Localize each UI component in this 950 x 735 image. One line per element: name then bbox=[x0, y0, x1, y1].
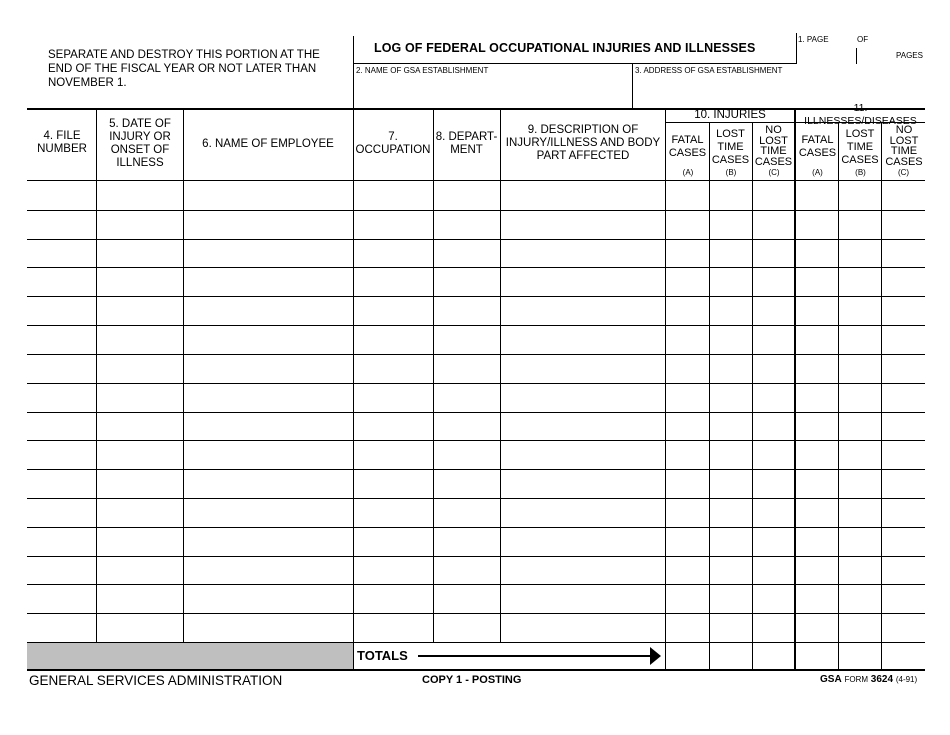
injuries-fatal-header: FATAL CASES bbox=[668, 134, 707, 159]
row-divider bbox=[27, 556, 925, 557]
injury-lost-time-cell[interactable] bbox=[710, 528, 751, 555]
injury-no-lost-time-cell[interactable] bbox=[753, 557, 793, 584]
file-number-cell[interactable] bbox=[28, 384, 95, 411]
illness-lost-time-cell[interactable] bbox=[839, 557, 880, 584]
illness-fatal-cell[interactable] bbox=[795, 326, 837, 353]
description-cell[interactable] bbox=[501, 470, 664, 497]
illness-fatal-cell[interactable] bbox=[795, 499, 837, 526]
injury-fatal-cell[interactable] bbox=[666, 182, 708, 209]
injury-fatal-cell[interactable] bbox=[666, 297, 708, 324]
illnesses-no-lost-time-header: NO LOST TIME CASES bbox=[885, 124, 923, 168]
injury-no-lost-time-cell[interactable] bbox=[753, 441, 793, 468]
date-of-injury-cell[interactable] bbox=[97, 441, 182, 468]
file-number-cell[interactable] bbox=[28, 528, 95, 555]
injury-lost-time-cell[interactable] bbox=[710, 268, 751, 295]
injury-lost-time-cell[interactable] bbox=[710, 470, 751, 497]
form-title: LOG OF FEDERAL OCCUPATIONAL INJURIES AND ILLNESSES bbox=[374, 41, 756, 55]
injury-lost-time-cell[interactable] bbox=[710, 499, 751, 526]
date-of-injury-cell[interactable] bbox=[97, 384, 182, 411]
injury-fatal-cell[interactable] bbox=[666, 384, 708, 411]
form-word: FORM bbox=[844, 675, 869, 684]
illness-fatal-cell[interactable] bbox=[795, 268, 837, 295]
injury-lost-time-cell[interactable] bbox=[710, 297, 751, 324]
occupation-cell[interactable] bbox=[354, 441, 432, 468]
group-header-injuries: 10. INJURIES bbox=[694, 108, 766, 121]
file-number-cell[interactable] bbox=[28, 557, 95, 584]
department-cell[interactable] bbox=[434, 470, 499, 497]
injury-no-lost-time-cell[interactable] bbox=[753, 355, 793, 382]
illness-lost-time-cell[interactable] bbox=[839, 470, 880, 497]
date-of-injury-cell[interactable] bbox=[97, 470, 182, 497]
department-cell[interactable] bbox=[434, 614, 499, 641]
occupation-cell[interactable] bbox=[354, 413, 432, 440]
illness-fatal-cell[interactable] bbox=[795, 240, 837, 267]
col-header-description: 9. DESCRIPTION OF INJURY/ILLNESS AND BODY PART AFFECTED bbox=[505, 123, 661, 162]
illness-no-lost-time-cell[interactable] bbox=[882, 441, 924, 468]
illness-fatal-cell[interactable] bbox=[795, 528, 837, 555]
illness-no-lost-time-cell[interactable] bbox=[882, 470, 924, 497]
illnesses-letter-a: (A) bbox=[812, 168, 823, 177]
injury-no-lost-time-cell[interactable] bbox=[753, 297, 793, 324]
illness-no-lost-time-cell[interactable] bbox=[882, 528, 924, 555]
row-divider bbox=[27, 527, 925, 528]
totals-arrow-icon bbox=[650, 647, 661, 665]
employee-name-cell[interactable] bbox=[184, 182, 352, 209]
injuries-lost-time-header: LOST TIME CASES bbox=[711, 127, 750, 166]
illness-no-lost-time-cell[interactable] bbox=[882, 499, 924, 526]
injury-no-lost-time-cell[interactable] bbox=[753, 211, 793, 238]
agency-name: GENERAL SERVICES ADMINISTRATION bbox=[29, 673, 283, 688]
employee-name-cell[interactable] bbox=[184, 528, 352, 555]
date-of-injury-cell[interactable] bbox=[97, 326, 182, 353]
department-cell[interactable] bbox=[434, 268, 499, 295]
occupation-cell[interactable] bbox=[354, 297, 432, 324]
illness-lost-time-cell[interactable] bbox=[839, 384, 880, 411]
illness-fatal-cell[interactable] bbox=[795, 211, 837, 238]
injury-lost-time-cell[interactable] bbox=[710, 441, 751, 468]
illnesses-letter-b: (B) bbox=[855, 168, 866, 177]
description-cell[interactable] bbox=[501, 268, 664, 295]
row-divider bbox=[27, 354, 925, 355]
department-cell[interactable] bbox=[434, 557, 499, 584]
totals-injury-no-lost-time-cell[interactable] bbox=[753, 644, 793, 668]
illness-no-lost-time-cell[interactable] bbox=[882, 413, 924, 440]
occupation-cell[interactable] bbox=[354, 240, 432, 267]
injury-fatal-cell[interactable] bbox=[666, 355, 708, 382]
description-cell[interactable] bbox=[501, 441, 664, 468]
injury-fatal-cell[interactable] bbox=[666, 499, 708, 526]
group-header-illnesses: 11. ILLNESSES/DISEASES bbox=[804, 102, 917, 127]
injuries-letter-b: (B) bbox=[725, 168, 737, 177]
employee-name-cell[interactable] bbox=[184, 384, 352, 411]
employee-name-cell[interactable] bbox=[184, 557, 352, 584]
injury-fatal-cell[interactable] bbox=[666, 326, 708, 353]
file-number-cell[interactable] bbox=[28, 499, 95, 526]
of-label: OF bbox=[857, 35, 869, 44]
employee-name-cell[interactable] bbox=[184, 240, 352, 267]
injury-lost-time-cell[interactable] bbox=[710, 240, 751, 267]
occupation-cell[interactable] bbox=[354, 182, 432, 209]
row-divider bbox=[27, 440, 925, 441]
description-cell[interactable] bbox=[501, 499, 664, 526]
establishment-name-label: 2. NAME OF GSA ESTABLISHMENT bbox=[356, 66, 489, 75]
date-of-injury-cell[interactable] bbox=[97, 585, 182, 612]
occupation-cell[interactable] bbox=[354, 355, 432, 382]
illness-no-lost-time-cell[interactable] bbox=[882, 326, 924, 353]
illnesses-lost-time-header: LOST TIME CASES bbox=[841, 127, 879, 166]
title-underline bbox=[353, 63, 797, 64]
row-divider bbox=[27, 498, 925, 499]
file-number-cell[interactable] bbox=[28, 585, 95, 612]
date-of-injury-cell[interactable] bbox=[97, 268, 182, 295]
injury-no-lost-time-cell[interactable] bbox=[753, 240, 793, 267]
employee-name-cell[interactable] bbox=[184, 499, 352, 526]
injury-fatal-cell[interactable] bbox=[666, 413, 708, 440]
injury-fatal-cell[interactable] bbox=[666, 585, 708, 612]
illness-no-lost-time-cell[interactable] bbox=[882, 557, 924, 584]
illness-no-lost-time-cell[interactable] bbox=[882, 297, 924, 324]
row-divider bbox=[27, 383, 925, 384]
row-divider bbox=[27, 210, 925, 211]
illness-fatal-cell[interactable] bbox=[795, 182, 837, 209]
occupation-cell[interactable] bbox=[354, 557, 432, 584]
illness-fatal-cell[interactable] bbox=[795, 297, 837, 324]
illness-lost-time-cell[interactable] bbox=[839, 441, 880, 468]
injuries-letter-a: (A) bbox=[682, 168, 694, 177]
pages-label: PAGES bbox=[896, 51, 923, 60]
file-number-cell[interactable] bbox=[28, 355, 95, 382]
injury-no-lost-time-cell[interactable] bbox=[753, 499, 793, 526]
illness-fatal-cell[interactable] bbox=[795, 441, 837, 468]
illness-no-lost-time-cell[interactable] bbox=[882, 384, 924, 411]
illness-lost-time-cell[interactable] bbox=[839, 355, 880, 382]
department-cell[interactable] bbox=[434, 182, 499, 209]
injury-no-lost-time-cell[interactable] bbox=[753, 182, 793, 209]
employee-name-cell[interactable] bbox=[184, 585, 352, 612]
illness-no-lost-time-cell[interactable] bbox=[882, 614, 924, 641]
file-number-cell[interactable] bbox=[28, 268, 95, 295]
employee-name-cell[interactable] bbox=[184, 413, 352, 440]
illness-fatal-cell[interactable] bbox=[795, 384, 837, 411]
occupation-cell[interactable] bbox=[354, 268, 432, 295]
row-divider bbox=[27, 469, 925, 470]
date-of-injury-cell[interactable] bbox=[97, 499, 182, 526]
row-divider bbox=[27, 325, 925, 326]
file-number-cell[interactable] bbox=[28, 326, 95, 353]
file-number-cell[interactable] bbox=[28, 470, 95, 497]
illness-no-lost-time-cell[interactable] bbox=[882, 268, 924, 295]
row-divider bbox=[27, 267, 925, 268]
totals-shaded-area bbox=[27, 643, 353, 669]
occupation-cell[interactable] bbox=[354, 326, 432, 353]
illness-no-lost-time-cell[interactable] bbox=[882, 585, 924, 612]
illness-lost-time-cell[interactable] bbox=[839, 585, 880, 612]
form-number: 3624 bbox=[870, 674, 894, 685]
file-number-cell[interactable] bbox=[28, 441, 95, 468]
establishment-divider bbox=[632, 63, 633, 109]
description-cell[interactable] bbox=[501, 413, 664, 440]
illness-lost-time-cell[interactable] bbox=[839, 268, 880, 295]
injury-lost-time-cell[interactable] bbox=[710, 211, 751, 238]
form-designation bbox=[820, 674, 917, 685]
copy-label: COPY 1 - POSTING bbox=[422, 674, 522, 686]
occupation-cell[interactable] bbox=[354, 499, 432, 526]
totals-illness-no-lost-time-cell[interactable] bbox=[882, 644, 924, 668]
totals-illness-lost-time-cell[interactable] bbox=[839, 644, 880, 668]
date-of-injury-cell[interactable] bbox=[97, 355, 182, 382]
illness-lost-time-cell[interactable] bbox=[839, 528, 880, 555]
form-prefix: GSA bbox=[820, 674, 842, 685]
row-divider bbox=[27, 584, 925, 585]
injury-lost-time-cell[interactable] bbox=[710, 384, 751, 411]
department-cell[interactable] bbox=[434, 528, 499, 555]
date-of-injury-cell[interactable] bbox=[97, 211, 182, 238]
description-cell[interactable] bbox=[501, 528, 664, 555]
illnesses-fatal-header: FATAL CASES bbox=[798, 134, 837, 159]
injury-fatal-cell[interactable] bbox=[666, 268, 708, 295]
occupation-cell[interactable] bbox=[354, 528, 432, 555]
injury-fatal-cell[interactable] bbox=[666, 470, 708, 497]
illness-lost-time-cell[interactable] bbox=[839, 499, 880, 526]
illness-fatal-cell[interactable] bbox=[795, 557, 837, 584]
department-cell[interactable] bbox=[434, 499, 499, 526]
illnesses-letter-c: (C) bbox=[897, 168, 910, 177]
department-cell[interactable] bbox=[434, 441, 499, 468]
page-box-divider bbox=[796, 33, 797, 64]
col-header-employee-name: 6. NAME OF EMPLOYEE bbox=[202, 137, 334, 150]
injury-no-lost-time-cell[interactable] bbox=[753, 268, 793, 295]
description-cell[interactable] bbox=[501, 355, 664, 382]
establishment-address-label: 3. ADDRESS OF GSA ESTABLISHMENT bbox=[635, 66, 783, 75]
row-divider bbox=[27, 296, 925, 297]
injury-fatal-cell[interactable] bbox=[666, 240, 708, 267]
injuries-letter-c: (C) bbox=[768, 168, 780, 177]
retention-notice: SEPARATE AND DESTROY THIS PORTION AT THE END OF THE FISCAL YEAR OR NOT LATER THAN NOVEMBER 1. bbox=[48, 49, 320, 89]
injury-no-lost-time-cell[interactable] bbox=[753, 614, 793, 641]
employee-name-cell[interactable] bbox=[184, 614, 352, 641]
illness-fatal-cell[interactable] bbox=[795, 413, 837, 440]
injury-fatal-cell[interactable] bbox=[666, 211, 708, 238]
file-number-cell[interactable] bbox=[28, 211, 95, 238]
department-cell[interactable] bbox=[434, 297, 499, 324]
row-divider bbox=[27, 613, 925, 614]
injury-lost-time-cell[interactable] bbox=[710, 585, 751, 612]
illness-fatal-cell[interactable] bbox=[795, 585, 837, 612]
description-cell[interactable] bbox=[501, 297, 664, 324]
description-cell[interactable] bbox=[501, 326, 664, 353]
illness-lost-time-cell[interactable] bbox=[839, 211, 880, 238]
department-cell[interactable] bbox=[434, 585, 499, 612]
col-header-date-of-injury: 5. DATE OF INJURY OR ONSET OF ILLNESS bbox=[109, 118, 171, 169]
date-of-injury-cell[interactable] bbox=[97, 557, 182, 584]
date-of-injury-cell[interactable] bbox=[97, 182, 182, 209]
file-number-cell[interactable] bbox=[28, 614, 95, 641]
department-cell[interactable] bbox=[434, 211, 499, 238]
form-date: (4-91) bbox=[895, 675, 918, 684]
totals-illness-fatal-cell[interactable] bbox=[795, 644, 837, 668]
file-number-cell[interactable] bbox=[28, 297, 95, 324]
total-pages-field[interactable] bbox=[860, 46, 896, 62]
injury-no-lost-time-cell[interactable] bbox=[753, 326, 793, 353]
totals-label: TOTALS bbox=[357, 648, 408, 663]
injury-fatal-cell[interactable] bbox=[666, 557, 708, 584]
date-of-injury-cell[interactable] bbox=[97, 297, 182, 324]
page-of-divider bbox=[856, 48, 857, 64]
col-header-occupation: 7. OCCUPATION bbox=[355, 131, 431, 156]
department-cell[interactable] bbox=[434, 355, 499, 382]
description-cell[interactable] bbox=[501, 614, 664, 641]
injury-no-lost-time-cell[interactable] bbox=[753, 470, 793, 497]
illness-no-lost-time-cell[interactable] bbox=[882, 355, 924, 382]
injury-lost-time-cell[interactable] bbox=[710, 326, 751, 353]
illness-lost-time-cell[interactable] bbox=[839, 297, 880, 324]
illness-fatal-cell[interactable] bbox=[795, 614, 837, 641]
department-cell[interactable] bbox=[434, 413, 499, 440]
totals-injury-fatal-cell[interactable] bbox=[666, 644, 708, 668]
illness-lost-time-cell[interactable] bbox=[839, 240, 880, 267]
file-number-cell[interactable] bbox=[28, 182, 95, 209]
description-cell[interactable] bbox=[501, 585, 664, 612]
illness-lost-time-cell[interactable] bbox=[839, 614, 880, 641]
illness-lost-time-cell[interactable] bbox=[839, 182, 880, 209]
illness-no-lost-time-cell[interactable] bbox=[882, 240, 924, 267]
row-divider bbox=[27, 239, 925, 240]
occupation-cell[interactable] bbox=[354, 384, 432, 411]
occupation-cell[interactable] bbox=[354, 585, 432, 612]
employee-name-cell[interactable] bbox=[184, 441, 352, 468]
employee-name-cell[interactable] bbox=[184, 355, 352, 382]
file-number-cell[interactable] bbox=[28, 240, 95, 267]
injury-fatal-cell[interactable] bbox=[666, 528, 708, 555]
description-cell[interactable] bbox=[501, 211, 664, 238]
date-of-injury-cell[interactable] bbox=[97, 413, 182, 440]
establishment-name-field[interactable] bbox=[355, 76, 631, 106]
department-cell[interactable] bbox=[434, 240, 499, 267]
date-of-injury-cell[interactable] bbox=[97, 528, 182, 555]
injury-no-lost-time-cell[interactable] bbox=[753, 585, 793, 612]
page-number-field[interactable] bbox=[800, 46, 850, 62]
illness-no-lost-time-cell[interactable] bbox=[882, 182, 924, 209]
injury-lost-time-cell[interactable] bbox=[710, 614, 751, 641]
description-cell[interactable] bbox=[501, 557, 664, 584]
illness-fatal-cell[interactable] bbox=[795, 355, 837, 382]
description-cell[interactable] bbox=[501, 384, 664, 411]
department-cell[interactable] bbox=[434, 384, 499, 411]
employee-name-cell[interactable] bbox=[184, 470, 352, 497]
employee-name-cell[interactable] bbox=[184, 268, 352, 295]
occupation-cell[interactable] bbox=[354, 211, 432, 238]
illness-fatal-cell[interactable] bbox=[795, 470, 837, 497]
employee-name-cell[interactable] bbox=[184, 211, 352, 238]
file-number-cell[interactable] bbox=[28, 413, 95, 440]
totals-injury-lost-time-cell[interactable] bbox=[710, 644, 751, 668]
injury-lost-time-cell[interactable] bbox=[710, 355, 751, 382]
header-divider-left bbox=[353, 36, 354, 109]
totals-arrow-line bbox=[418, 655, 654, 657]
col-header-department: 8. DEPART- MENT bbox=[435, 131, 498, 156]
employee-name-cell[interactable] bbox=[184, 297, 352, 324]
injury-fatal-cell[interactable] bbox=[666, 614, 708, 641]
description-cell[interactable] bbox=[501, 182, 664, 209]
date-of-injury-cell[interactable] bbox=[97, 240, 182, 267]
injury-lost-time-cell[interactable] bbox=[710, 557, 751, 584]
table-bottom-border bbox=[27, 669, 925, 671]
page-label: 1. PAGE bbox=[798, 35, 829, 44]
injury-no-lost-time-cell[interactable] bbox=[753, 384, 793, 411]
injury-no-lost-time-cell[interactable] bbox=[753, 528, 793, 555]
date-of-injury-cell[interactable] bbox=[97, 614, 182, 641]
injury-lost-time-cell[interactable] bbox=[710, 413, 751, 440]
occupation-cell[interactable] bbox=[354, 614, 432, 641]
row-divider bbox=[27, 412, 925, 413]
description-cell[interactable] bbox=[501, 240, 664, 267]
injury-no-lost-time-cell[interactable] bbox=[753, 413, 793, 440]
illness-lost-time-cell[interactable] bbox=[839, 326, 880, 353]
department-cell[interactable] bbox=[434, 326, 499, 353]
injury-fatal-cell[interactable] bbox=[666, 441, 708, 468]
injury-lost-time-cell[interactable] bbox=[710, 182, 751, 209]
employee-name-cell[interactable] bbox=[184, 326, 352, 353]
illness-no-lost-time-cell[interactable] bbox=[882, 211, 924, 238]
illness-lost-time-cell[interactable] bbox=[839, 413, 880, 440]
col-header-file-number: 4. FILE NUMBER bbox=[37, 130, 87, 155]
occupation-cell[interactable] bbox=[354, 470, 432, 497]
injuries-no-lost-time-header: NO LOST TIME CASES bbox=[754, 124, 793, 168]
